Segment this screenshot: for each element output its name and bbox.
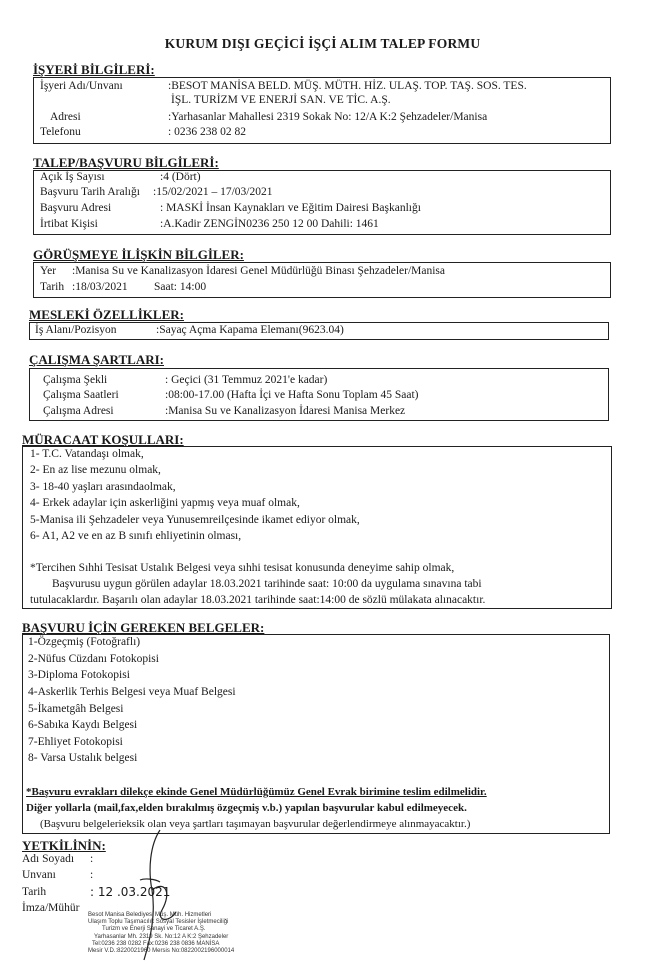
section-heading-yetkili: YETKİLİNİN:	[22, 838, 106, 853]
list-item: 4-Askerlik Terhis Belgesi veya Muaf Belgesi	[28, 686, 236, 698]
belgeler-note: *Başvuru evrakları dilekçe ekinde Genel Müdürlüğümüz Genel Evrak birimine teslim edilmelidir.	[26, 786, 487, 798]
belgeler-note: (Başvuru belgelerieksik olan veya şartları taşımayan başvurular değerlendirmeye alınmayacaktır.)	[40, 818, 471, 830]
field-label: Telefonu	[40, 126, 81, 138]
muracaat-note: *Tercihen Sıhhi Tesisat Ustalık Belgesi veya sıhhi tesisat konusunda deneyime sahip olmak,	[30, 562, 455, 574]
stamp-line: Besot Manisa Belediyesi Müş. Müh. Hizmetleri	[88, 912, 212, 918]
muracaat-note: tutulacaklardır. Başarılı olan adaylar 18.03.2021 tarihinde saat:14:00 de sözlü mülakata alınacaktır.	[30, 594, 486, 606]
field-value: :15/02/2021 – 17/03/2021	[153, 186, 273, 198]
form-title: KURUM DIŞI GEÇİCİ İŞÇİ ALIM TALEP FORMU	[164, 36, 481, 51]
list-item: 6- A1, A2 ve en az B sınıfı ehliyetinin olması,	[30, 530, 242, 542]
section-heading-belgeler: BAŞVURU İÇİN GEREKEN BELGELER:	[22, 620, 265, 635]
field-value: :	[90, 869, 94, 881]
field-value: :4 (Dört)	[160, 171, 201, 183]
section-heading-calisma: ÇALIŞMA ŞARTLARI:	[29, 352, 164, 367]
field-value: :Manisa Su ve Kanalizasyon İdaresi Genel Müdürlüğü Binası Şehzadeler/Manisa	[72, 265, 446, 277]
stamp-line: Mesir V.D.:8220021960 Mersis No:0822002196000014	[88, 948, 235, 955]
list-item: 3-Diploma Fotokopisi	[28, 669, 130, 681]
list-item: 5-Manisa ili Şehzadeler veya Yunusemreilçesinde ikamet ediyor olmak,	[30, 514, 360, 526]
field-value: : Geçici (31 Temmuz 2021'e kadar)	[165, 374, 328, 386]
field-label: Başvuru Adresi	[40, 202, 112, 214]
stamp-line: Ulaşım Toplu Taşımacılık Sosyal Tesisler İşletmeciliği	[88, 919, 229, 926]
field-value: :BESOT MANİSA BELD. MÜŞ. MÜTH. HİZ. ULAŞ. TOP. TAŞ. SOS. TES.	[168, 80, 527, 92]
field-value: :	[90, 853, 94, 865]
muracaat-note: Başvurusu uygun görülen adaylar 18.03.2021 tarihinde saat: 10:00 da uygulama sınavına tabi	[52, 578, 482, 590]
list-item: 6-Sabıka Kaydı Belgesi	[28, 719, 138, 731]
field-label: Yer	[40, 265, 57, 277]
field-label: Tarih	[40, 281, 65, 293]
field-value: İŞL. TURİZM VE ENERJİ SAN. VE TİC. A.Ş.	[171, 94, 391, 106]
field-value: :Sayaç Açma Kapama Elemanı(9623.04)	[156, 324, 344, 336]
field-value: :Yarhasanlar Mahallesi 2319 Sokak No: 12/A K:2 Şehzadeler/Manisa	[168, 111, 488, 123]
field-label: İmza/Mühür	[22, 902, 80, 914]
section-heading-muracaat: MÜRACAAT KOŞULLARI:	[22, 432, 184, 447]
list-item: 2- En az lise mezunu olmak,	[30, 464, 161, 476]
list-item: 8- Varsa Ustalık belgesi	[28, 752, 138, 764]
list-item: 1- T.C. Vatandaşı olmak,	[30, 448, 144, 460]
list-item: 7-Ehliyet Fotokopisi	[28, 736, 123, 748]
section-heading-mesleki: MESLEKİ ÖZELLİKLER:	[29, 307, 184, 322]
field-label: Adresi	[50, 111, 81, 123]
stamp-line: Yarhasanlar Mh. 2319 Sk. No:12 A K:2 Şehzadeler	[94, 933, 229, 940]
stamp-line: Tel:0236 238 0282 Fax:0236 238 0836 MANİSA	[92, 940, 220, 947]
field-label: Çalışma Adresi	[43, 405, 114, 417]
section-heading-gorusme: GÖRÜŞMEYE İLİŞKİN BİLGİLER:	[33, 247, 244, 262]
field-label: İrtibat Kişisi	[40, 218, 98, 230]
field-value: :Manisa Su ve Kanalizasyon İdaresi Manisa Merkez	[165, 405, 406, 417]
list-item: 4- Erkek adaylar için askerliğini yapmış veya muaf olmak,	[30, 497, 300, 509]
company-stamp	[88, 912, 234, 955]
field-value: :08:00-17.00 (Hafta İçi ve Hafta Sonu Toplam 45 Saat)	[165, 389, 419, 401]
field-label: Çalışma Şekli	[43, 374, 108, 386]
field-label: Çalışma Saatleri	[43, 389, 119, 401]
field-value: :18/03/2021	[72, 281, 128, 293]
field-value: :A.Kadir ZENGİN0236 250 12 00 Dahili: 1461	[160, 218, 379, 230]
field-label: İşyeri Adı/Unvanı	[40, 80, 123, 92]
list-item: 1-Özgeçmiş (Fotoğraflı)	[28, 636, 141, 648]
section-heading-talep: TALEP/BAŞVURU BİLGİLERİ:	[33, 155, 219, 170]
field-value: : MASKİ İnsan Kaynakları ve Eğitim Dairesi Başkanlığı	[160, 202, 421, 214]
belgeler-note: Diğer yollarla (mail,fax,elden bırakılmış özgeçmiş v.b.) yapılan başvurular kabul edilmeyecek.	[26, 802, 467, 814]
list-item: 2-Nüfus Cüzdanı Fotokopisi	[28, 653, 159, 665]
field-label: Unvanı	[22, 869, 56, 881]
list-item: 5-İkametgâh Belgesi	[28, 703, 124, 715]
handwritten-date: : 12 .03.2021	[90, 885, 171, 899]
field-label: İş Alanı/Pozisyon	[35, 324, 117, 336]
field-label: Başvuru Tarih Aralığı	[40, 186, 140, 198]
list-item: 3- 18-40 yaşları arasındaolmak,	[30, 481, 176, 493]
field-label: Tarih	[22, 886, 47, 898]
field-value: : 0236 238 02 82	[168, 126, 246, 138]
stamp-line: Turizm ve Enerji Sanayi ve Ticaret A.Ş.	[102, 926, 206, 933]
section-heading-isyeri: İŞYERİ BİLGİLERİ:	[33, 62, 155, 77]
field-label: Adı Soyadı	[22, 853, 75, 865]
field-label: Açık İş Sayısı	[40, 171, 105, 183]
interview-time: Saat: 14:00	[154, 281, 207, 293]
